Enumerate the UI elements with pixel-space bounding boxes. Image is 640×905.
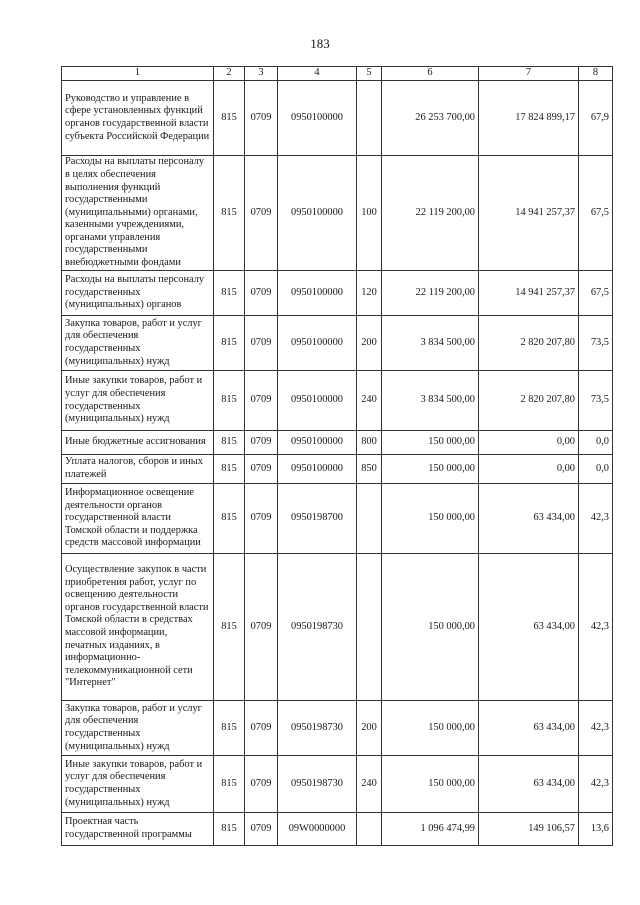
table-row xyxy=(62,455,613,484)
row-grbs: 815 xyxy=(214,81,245,156)
row-section: 0709 xyxy=(245,271,278,316)
row-fact: 0,00 xyxy=(479,431,579,455)
row-section: 0709 xyxy=(245,813,278,846)
row-percent: 13,6 xyxy=(579,813,613,846)
row-section: 0709 xyxy=(245,554,278,701)
row-percent: 42,3 xyxy=(579,484,613,554)
row-grbs: 815 xyxy=(214,455,245,484)
row-grbs: 815 xyxy=(214,756,245,813)
row-plan: 26 253 700,00 xyxy=(382,81,479,156)
row-fact: 0,00 xyxy=(479,455,579,484)
row-plan: 150 000,00 xyxy=(382,701,479,756)
row-type: 120 xyxy=(357,271,382,316)
table-row xyxy=(62,431,613,455)
row-percent: 42,3 xyxy=(579,701,613,756)
row-type: 240 xyxy=(357,756,382,813)
row-grbs: 815 xyxy=(214,813,245,846)
row-type xyxy=(357,81,382,156)
table-row xyxy=(62,813,613,846)
row-percent: 73,5 xyxy=(579,371,613,431)
row-type: 850 xyxy=(357,455,382,484)
row-percent: 42,3 xyxy=(579,554,613,701)
row-name: Проектная часть государственной программы xyxy=(62,813,214,846)
page-number: 183 xyxy=(310,36,330,51)
row-name: Иные бюджетные ассигнования xyxy=(62,431,214,455)
row-section: 0709 xyxy=(245,316,278,371)
row-section: 0709 xyxy=(245,756,278,813)
row-section: 0709 xyxy=(245,701,278,756)
row-name: Информационное освещение деятельности органов государственной власти Томской области и поддержка средств массовой информации xyxy=(62,484,214,554)
header-col-3: 3 xyxy=(245,67,278,81)
table-row xyxy=(62,701,613,756)
row-name: Иные закупки товаров, работ и услуг для обеспечения государственных (муниципальных) нужд xyxy=(62,371,214,431)
row-name: Закупка товаров, работ и услуг для обеспечения государственных (муниципальных) нужд xyxy=(62,701,214,756)
table-row xyxy=(62,756,613,813)
row-type xyxy=(357,484,382,554)
row-percent: 73,5 xyxy=(579,316,613,371)
row-plan: 22 119 200,00 xyxy=(382,156,479,271)
row-name: Уплата налогов, сборов и иных платежей xyxy=(62,455,214,484)
row-name: Руководство и управление в сфере установленных функций органов государственной власти субъекта Российской Федерации xyxy=(62,81,214,156)
row-fact: 2 820 207,80 xyxy=(479,371,579,431)
row-grbs: 815 xyxy=(214,371,245,431)
row-percent: 67,5 xyxy=(579,156,613,271)
row-plan: 3 834 500,00 xyxy=(382,316,479,371)
row-plan: 3 834 500,00 xyxy=(382,371,479,431)
row-fact: 2 820 207,80 xyxy=(479,316,579,371)
row-plan: 150 000,00 xyxy=(382,455,479,484)
row-type: 800 xyxy=(357,431,382,455)
row-plan: 22 119 200,00 xyxy=(382,271,479,316)
row-section: 0709 xyxy=(245,484,278,554)
row-name: Иные закупки товаров, работ и услуг для обеспечения государственных (муниципальных) нужд xyxy=(62,756,214,813)
row-target: 09W0000000 xyxy=(278,813,357,846)
header-col-7: 7 xyxy=(479,67,579,81)
row-target: 0950198730 xyxy=(278,701,357,756)
header-col-2: 2 xyxy=(214,67,245,81)
row-fact: 14 941 257,37 xyxy=(479,156,579,271)
row-target: 0950100000 xyxy=(278,81,357,156)
row-target: 0950100000 xyxy=(278,271,357,316)
row-grbs: 815 xyxy=(214,431,245,455)
header-row xyxy=(62,67,613,81)
table-row xyxy=(62,81,613,156)
header-col-5: 5 xyxy=(357,67,382,81)
row-percent: 42,3 xyxy=(579,756,613,813)
row-fact: 63 434,00 xyxy=(479,756,579,813)
row-plan: 1 096 474,99 xyxy=(382,813,479,846)
row-name: Расходы на выплаты персоналу в целях обеспечения выполнения функций государственными (муниципальными) органами, казенными учреждениями, органами управления государственными внебюджетными фондами xyxy=(62,156,214,271)
row-section: 0709 xyxy=(245,81,278,156)
row-fact: 63 434,00 xyxy=(479,554,579,701)
row-target: 0950198730 xyxy=(278,554,357,701)
header-col-8: 8 xyxy=(579,67,613,81)
row-plan: 150 000,00 xyxy=(382,756,479,813)
row-section: 0709 xyxy=(245,455,278,484)
row-name: Закупка товаров, работ и услуг для обеспечения государственных (муниципальных) нужд xyxy=(62,316,214,371)
row-fact: 63 434,00 xyxy=(479,701,579,756)
row-section: 0709 xyxy=(245,156,278,271)
header-col-6: 6 xyxy=(382,67,479,81)
row-grbs: 815 xyxy=(214,484,245,554)
table-row xyxy=(62,316,613,371)
row-fact: 14 941 257,37 xyxy=(479,271,579,316)
row-target: 0950198730 xyxy=(278,756,357,813)
row-type: 200 xyxy=(357,316,382,371)
row-type: 100 xyxy=(357,156,382,271)
row-target: 0950100000 xyxy=(278,156,357,271)
row-percent: 0,0 xyxy=(579,431,613,455)
table-row xyxy=(62,554,613,701)
row-type xyxy=(357,813,382,846)
row-plan: 150 000,00 xyxy=(382,554,479,701)
row-type: 240 xyxy=(357,371,382,431)
row-target: 0950100000 xyxy=(278,316,357,371)
header-col-4: 4 xyxy=(278,67,357,81)
row-target: 0950100000 xyxy=(278,371,357,431)
row-grbs: 815 xyxy=(214,554,245,701)
row-type xyxy=(357,554,382,701)
row-percent: 67,9 xyxy=(579,81,613,156)
table-row xyxy=(62,371,613,431)
row-fact: 63 434,00 xyxy=(479,484,579,554)
row-grbs: 815 xyxy=(214,271,245,316)
row-name: Расходы на выплаты персоналу государственных (муниципальных) органов xyxy=(62,271,214,316)
row-plan: 150 000,00 xyxy=(382,431,479,455)
row-fact: 149 106,57 xyxy=(479,813,579,846)
table-row xyxy=(62,156,613,271)
row-plan: 150 000,00 xyxy=(382,484,479,554)
row-name: Осуществление закупок в части приобретения работ, услуг по освещению деятельности органов государственной власти Томской области в средствах массовой информации, печатных изданиях, в информационно-телекоммуникационной сети "Интернет" xyxy=(62,554,214,701)
row-percent: 0,0 xyxy=(579,455,613,484)
row-target: 0950198700 xyxy=(278,484,357,554)
row-grbs: 815 xyxy=(214,156,245,271)
table-row xyxy=(62,484,613,554)
table-row xyxy=(62,271,613,316)
row-type: 200 xyxy=(357,701,382,756)
row-percent: 67,5 xyxy=(579,271,613,316)
row-grbs: 815 xyxy=(214,701,245,756)
row-section: 0709 xyxy=(245,371,278,431)
row-target: 0950100000 xyxy=(278,455,357,484)
row-grbs: 815 xyxy=(214,316,245,371)
budget-table xyxy=(61,66,613,846)
row-section: 0709 xyxy=(245,431,278,455)
row-fact: 17 824 899,17 xyxy=(479,81,579,156)
row-target: 0950100000 xyxy=(278,431,357,455)
header-col-1: 1 xyxy=(62,67,214,81)
